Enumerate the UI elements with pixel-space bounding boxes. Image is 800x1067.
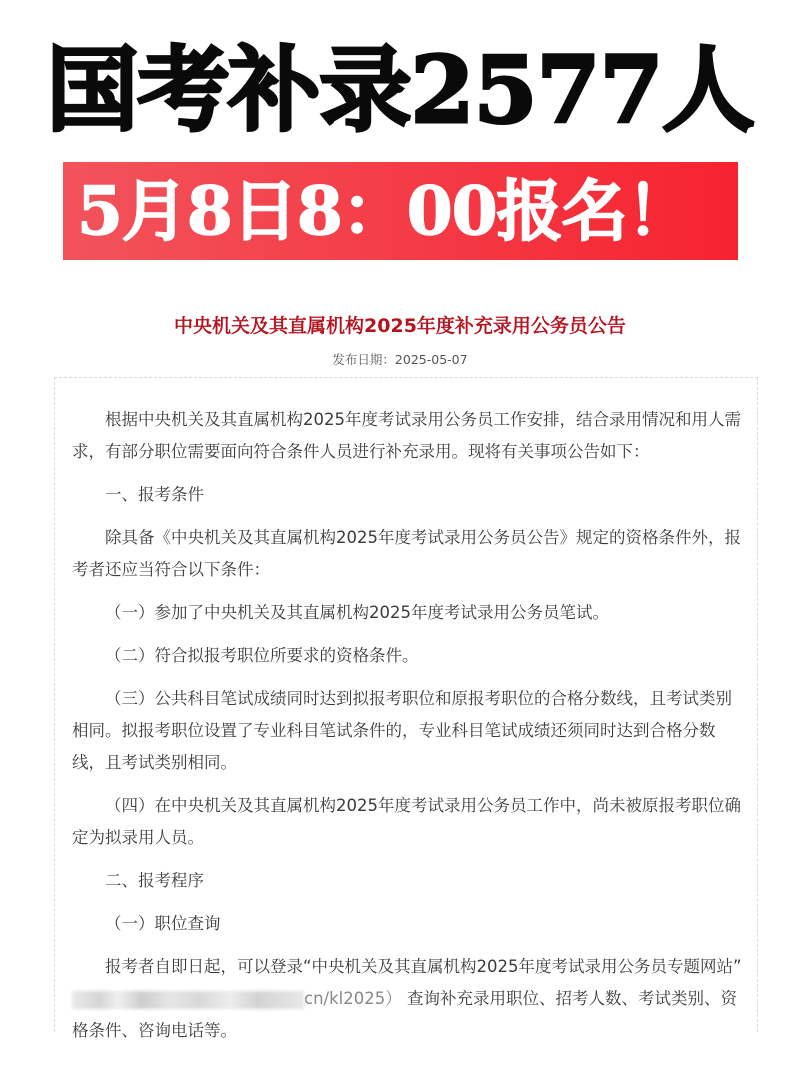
requirements-paragraph: 除具备《中央机关及其直属机构2025年度考试录用公务员公告》规定的资格条件外，报考者还应当符合以下条件： <box>72 528 741 579</box>
document-body <box>72 404 744 1058</box>
blurred-url <box>72 991 304 1009</box>
url-tail: cn/kl2025） <box>304 989 402 1008</box>
registration-banner <box>63 162 738 260</box>
section-heading-procedure: 二、报考程序 <box>105 871 204 890</box>
query-text-start: 报考者自即日起，可以登录“中央机关及其直属机构2025年度考试录用公务员专题网站” <box>105 957 742 976</box>
intro-paragraph: 根据中央机关及其直属机构2025年度考试录用公务员工作安排，结合录用情况和用人需求，有部分职位需要面向符合条件人员进行补充录用。现将有关事项公告如下： <box>72 410 741 461</box>
requirement-item-2: （二）符合拟报考职位所要求的资格条件。 <box>105 646 419 665</box>
headline: 国考补录2577人 <box>46 36 754 144</box>
publish-date: 发布日期：2025-05-07 <box>332 352 468 367</box>
document-title: 中央机关及其直属机构2025年度补充录用公务员公告 <box>174 315 626 337</box>
position-query-paragraph <box>72 951 744 1047</box>
procedure-item-1: （一）职位查询 <box>105 914 221 933</box>
banner-text: 5月8日8：00报名！ <box>77 172 692 250</box>
requirement-item-1: （一）参加了中央机关及其直属机构2025年度考试录用公务员笔试。 <box>105 603 609 622</box>
requirement-item-4: （四）在中央机关及其直属机构2025年度考试录用公务员工作中，尚未被原报考职位确定为拟录用人员。 <box>72 796 741 847</box>
requirement-item-3: （三）公共科目笔试成绩同时达到拟报考职位和原报考职位的合格分数线，且考试类别相同。拟报考职位设置了专业科目笔试条件的，专业科目笔试成绩还须同时达到合格分数线，且考试类别相同。 <box>72 689 732 772</box>
query-text-end: 查询补充录用职位、招考人数、考试类别、资格条件、咨询电话等。 <box>72 989 737 1040</box>
section-heading-requirements: 一、报考条件 <box>105 485 204 504</box>
